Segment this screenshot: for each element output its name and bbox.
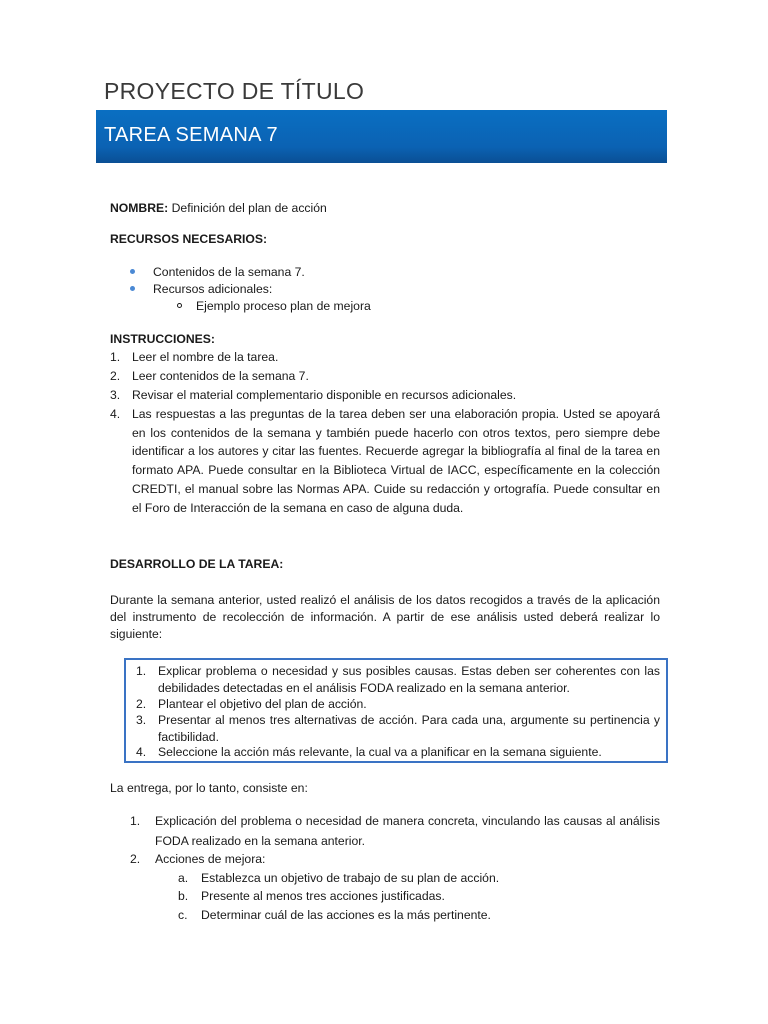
item-text: Explicar problema o necesidad y sus posibles causas. Estas deben ser coherentes con las debilidades detectadas en el análisis FODA realizado en la semana anterior.	[158, 664, 660, 695]
item-number: 3.	[136, 713, 147, 727]
instruccion-item	[110, 367, 660, 385]
box-item	[136, 663, 660, 697]
item-text: Determinar cuál de las acciones es la más pertinente.	[201, 908, 491, 922]
recursos-subitem	[177, 297, 371, 315]
entrega-subitem	[178, 869, 578, 888]
recursos-item-text: Recursos adicionales:	[153, 282, 273, 296]
task-requirements-box	[124, 658, 668, 763]
item-text: Presente al menos tres acciones justificadas.	[201, 889, 445, 903]
entrega-item	[130, 812, 660, 852]
item-number: 2.	[110, 369, 121, 383]
circle-bullet-icon	[177, 303, 182, 308]
item-text: Leer el nombre de la tarea.	[132, 350, 279, 364]
item-number: 1.	[130, 814, 141, 828]
recursos-item	[130, 280, 272, 298]
item-letter: c.	[178, 908, 188, 922]
item-text: Seleccione la acción más relevante, la cual va a planificar en la semana siguiente.	[158, 745, 602, 759]
task-banner-title: TAREA SEMANA 7	[104, 124, 278, 146]
item-text: Presentar al menos tres alternativas de acción. Para cada una, argumente su pertinencia y factibilidad.	[158, 713, 660, 744]
item-text: Leer contenidos de la semana 7.	[132, 369, 309, 383]
box-item	[136, 744, 660, 761]
item-number: 1.	[136, 664, 147, 678]
item-letter: b.	[178, 889, 189, 903]
instruccion-item	[110, 405, 660, 535]
instruccion-item	[110, 348, 660, 366]
item-text: Plantear el objetivo del plan de acción.	[158, 697, 367, 711]
entrega-item	[130, 850, 660, 870]
item-text: Las respuestas a las preguntas de la tarea deben ser una elaboración propia. Usted se apoyará en los contenidos de la semana y también puede hacerlo con otros textos, pero siempre debe identificar a los autores y citar las fuentes. Recuerde agregar la bibliografía al final de la tarea en formato APA. Puede consultar en la Biblioteca Virtual de IACC, específicamente en la colección CREDTI, el manual sobre las Normas APA. Cuide su redacción y ortografía. Puede consultar en el Foro de Interacción de la semana en caso de alguna duda.	[132, 407, 660, 515]
item-text: Acciones de mejora:	[155, 852, 266, 866]
instruccion-item	[110, 386, 660, 404]
item-text: Establezca un objetivo de trabajo de su plan de acción.	[201, 871, 500, 885]
instrucciones-heading: INSTRUCCIONES:	[110, 332, 215, 346]
nombre-label: NOMBRE:	[110, 201, 169, 215]
entrega-subitem	[178, 906, 578, 925]
item-number: 2.	[136, 697, 147, 711]
box-item	[136, 696, 660, 713]
nombre-line	[110, 199, 660, 217]
nombre-value: Definición del plan de acción	[168, 201, 327, 215]
item-text: Explicación del problema o necesidad de manera concreta, vinculando las causas al análisis FODA realizado en la semana anterior.	[155, 814, 660, 848]
recursos-heading: RECURSOS NECESARIOS:	[110, 232, 268, 246]
bullet-icon	[130, 269, 135, 274]
item-number: 4.	[110, 407, 121, 421]
item-text: Revisar el material complementario disponible en recursos adicionales.	[132, 388, 517, 402]
task-banner	[96, 110, 667, 163]
entrega-intro: La entrega, por lo tanto, consiste en:	[110, 781, 308, 795]
item-number: 4.	[136, 745, 147, 759]
item-letter: a.	[178, 871, 189, 885]
desarrollo-heading: DESARROLLO DE LA TAREA:	[110, 557, 284, 571]
recursos-item-text: Contenidos de la semana 7.	[153, 265, 305, 279]
entrega-subitem	[178, 887, 578, 906]
recursos-item	[130, 263, 305, 281]
document-header-title: PROYECTO DE TÍTULO	[104, 78, 365, 104]
bullet-icon	[130, 286, 135, 291]
recursos-subitem-text: Ejemplo proceso plan de mejora	[196, 299, 371, 313]
item-number: 3.	[110, 388, 121, 402]
item-number: 1.	[110, 350, 121, 364]
item-number: 2.	[130, 852, 141, 866]
box-item	[136, 712, 660, 746]
desarrollo-intro: Durante la semana anterior, usted realizó el análisis de los datos recogidos a través de la aplicación del instrumento de recolección de información. A partir de ese análisis usted deberá realizar lo siguiente:	[110, 593, 660, 641]
